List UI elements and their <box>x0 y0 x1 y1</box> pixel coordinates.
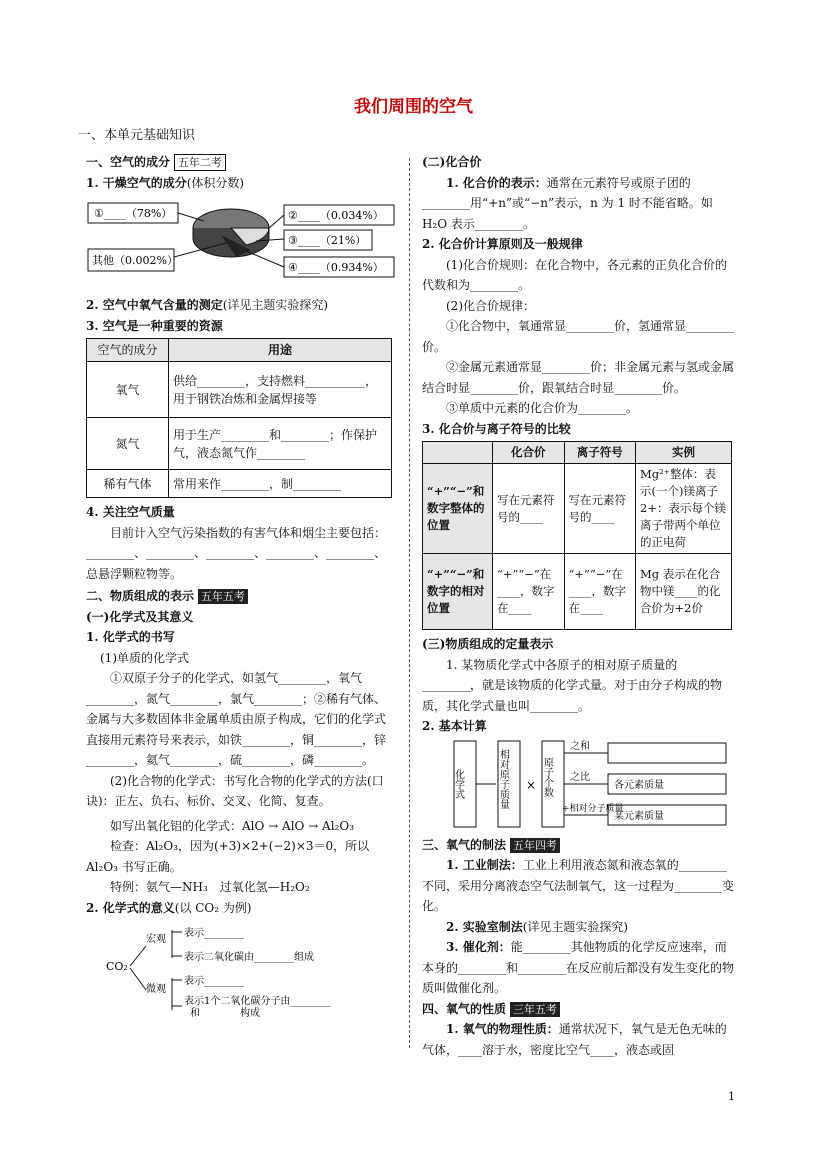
example-check: 检查：Al₂O₃，因为(+3)×2+(−2)×3＝0，所以 Al₂O₃ 书写正确。 <box>86 839 370 874</box>
composition-repr-heading: 二、物质组成的表示 五年五考 <box>86 586 396 607</box>
exam-tag: 五年五考 <box>198 589 248 604</box>
table-row: 氧气 供给________，支持燃料__________，用于钢铁冶炼和金属焊接等 <box>87 362 392 418</box>
table-row: 稀有气体 常用来作________，制________ <box>87 470 392 498</box>
valence-ion-compare-heading: 3. 化合价与离子符号的比较 <box>422 421 571 436</box>
air-resource-heading: 3. 空气是一种重要的资源 <box>86 318 223 333</box>
oxygen-physical-props: 1. 氧气的物理性质：通常状况下，氧气是无色无味的气体，____溶于水，密度比空气____，液态或固 <box>422 1022 727 1057</box>
formula-meaning-heading: 2. 化学式的意义(以 CO₂ 为例) <box>86 900 252 915</box>
oxygen-measure-heading: 2. 空气中氧气含量的测定(详见主题实验探究) <box>86 298 329 312</box>
tree-micro: 微观 <box>146 984 166 995</box>
table-row: 氮气 用于生产________和________；作保护气，液态氮气作________ <box>87 418 392 470</box>
tree-micro-1: 表示________ <box>184 976 244 987</box>
air-quality-heading: 4. 关注空气质量 <box>86 505 175 519</box>
valence-rule-2a: ①化合物中，氧通常显________价，氢通常显________价。 <box>422 319 735 354</box>
quantitative-text: 1. 某物质化学式中各原子的相对原子质量的________，就是该物质的化学式量。对于由分子构成的物质，其化学式量也叫________。 <box>422 657 723 713</box>
tree-macro-2: 表示二氧化碳由________组成 <box>184 952 314 963</box>
example-alumina: 如写出氧化铝的化学式：AlO → AlO → Al₂O₃ <box>110 818 355 833</box>
exam-tag: 五年二考 <box>174 154 226 171</box>
valence-rules-heading: 2. 化合价计算原则及一般规律 <box>422 237 583 251</box>
pie-label-1: ①____（78%） <box>94 207 173 220</box>
dry-air-heading: 1. 干燥空气的成分(体积分数) <box>86 175 245 190</box>
calc-sum: 之和 <box>570 740 590 752</box>
section-heading: 一、本单元基础知识 <box>78 128 196 143</box>
calc-box-atom-count-label: 原子个数 <box>541 756 553 797</box>
valence-rule-2b: ②金属元素通常显________价；非金属元素与氢或金属结合时显________价，跟氧结合时显________价。 <box>422 360 735 395</box>
table-header: 用途 <box>169 339 392 362</box>
exam-tag: 三年五考 <box>510 1002 560 1017</box>
calc-result-ratio-label: 各元素质量 <box>614 779 664 791</box>
formula-meaning-tree <box>86 918 396 1018</box>
catalyst-text: 3. 催化剂：能________其他物质的化学反应速率，而本身的________和________在反应前后都没有发生变化的物质叫做催化剂。 <box>422 940 735 995</box>
tree-macro: 宏观 <box>146 934 166 945</box>
quantitative-heading: (三)物质组成的定量表示 <box>422 637 554 651</box>
air-pie-chart <box>86 195 396 291</box>
table-row: “+”“−”和数字的相对位置 “+”“−”在____，数字在____ “+”“−”在____，数字在____ Mg 表示在化合物中镁____的化合价为+2价 <box>423 554 732 630</box>
oxygen-prep-heading: 三、氧气的制法 五年四考 <box>422 835 734 856</box>
calc-box-formula-label: 化学式 <box>452 768 464 799</box>
page-title: 我们周围的空气 <box>354 97 473 117</box>
air-use-table <box>86 338 392 498</box>
example-special: 特例：氨气—NH₃ 过氧化氢—H₂O₂ <box>110 880 310 894</box>
table-row: “+”“−”和数字整体的位置 写在元素符号的____ 写在元素符号的____ Mg²⁺整体：表示(一个)镁离子 2+：表示每个镁离子带两个单位的正电荷 <box>423 464 732 554</box>
exam-tag: 五年四考 <box>510 838 560 853</box>
industrial-prep: 1. 工业制法：工业上利用液态氮和液态氧的________不同，采用分离液态空气法制氧气，这一过程为________变化。 <box>422 858 735 913</box>
tree-micro-2: 表示1个二氧化碳分子由________ <box>184 996 331 1007</box>
table-header: 空气的成分 <box>87 339 169 362</box>
calc-ratio: 之比 <box>570 771 590 783</box>
air-quality-text: 目前计入空气污染指数的有害气体和烟尘主要包括：________、________、________、________、________、总悬浮颗粒物等。 <box>86 525 387 581</box>
formula-writing-heading: 1. 化学式的书写 <box>86 630 175 644</box>
pie-label-2: ②____（0.034%） <box>288 209 384 222</box>
compound-formula-text: (2)化合物的化学式：书写化合物的化学式的方法(口诀)：正左、负右、标价、交叉、化简、复查。 <box>86 773 384 808</box>
valence-ion-table <box>422 441 732 630</box>
tree-macro-1: 表示________ <box>184 928 244 939</box>
basic-calc-diagram <box>422 739 734 831</box>
calc-divide: ÷相对分子质量 <box>562 803 624 814</box>
left-column <box>86 152 396 1018</box>
pie-label-3: ③____（21%） <box>288 234 367 247</box>
table-header: 化合价 <box>493 442 565 464</box>
table-header: 离子符号 <box>564 442 636 464</box>
calc-box-atomic-mass-label: 相对原子质量 <box>497 748 509 809</box>
table-header: 实例 <box>636 442 732 464</box>
valence-heading: (二)化合价 <box>422 155 482 169</box>
column-divider <box>409 158 410 1048</box>
valence-rule-2: (2)化合价规律： <box>446 298 535 313</box>
composition-heading: 一、空气的成分 五年二考 <box>86 152 396 173</box>
pie-label-other: 其他（0.002%） <box>92 254 178 267</box>
elemental-formula-heading: (1)单质的化学式 <box>100 650 189 665</box>
calc-result-fraction-label: 某元素质量 <box>614 810 664 822</box>
valence-rule-1: (1)化合价规则：在化合物中，各元素的正负化合价的代数和为________。 <box>422 257 728 292</box>
right-column <box>422 152 734 1060</box>
tree-micro-3: 和________构成 <box>190 1008 260 1018</box>
oxygen-props-heading: 四、氧气的性质 三年五考 <box>422 999 734 1020</box>
basic-calc-heading: 2. 基本计算 <box>422 719 487 733</box>
pie-label-4: ④____（0.934%） <box>288 261 384 274</box>
page-number: 1 <box>728 1090 735 1103</box>
elemental-formula-text: ①双原子分子的化学式，如氢气________，氧气________，氮气________，氯气________；②稀有气体、金属与大多数固体非金属单质由原子构成，它们的化学式直接用元素符号来表示，如铁________，铜________，锌________，氦气________，硫________，磷________。 <box>86 671 387 767</box>
valence-repr: 1. 化合价的表示：通常在元素符号或原子团的________用“+n”或“−n”表示，n 为 1 时不能省略。如 H₂O 表示________。 <box>422 175 713 231</box>
valence-rule-2c: ③单质中元素的化合价为________。 <box>446 401 639 415</box>
tree-root: CO₂ <box>106 960 128 973</box>
formula-heading: (一)化学式及其意义 <box>86 609 194 624</box>
lab-prep: 2. 实验室制法(详见主题实验探究) <box>446 919 629 934</box>
calc-result-sum <box>608 743 726 763</box>
calc-times: × <box>526 777 537 792</box>
